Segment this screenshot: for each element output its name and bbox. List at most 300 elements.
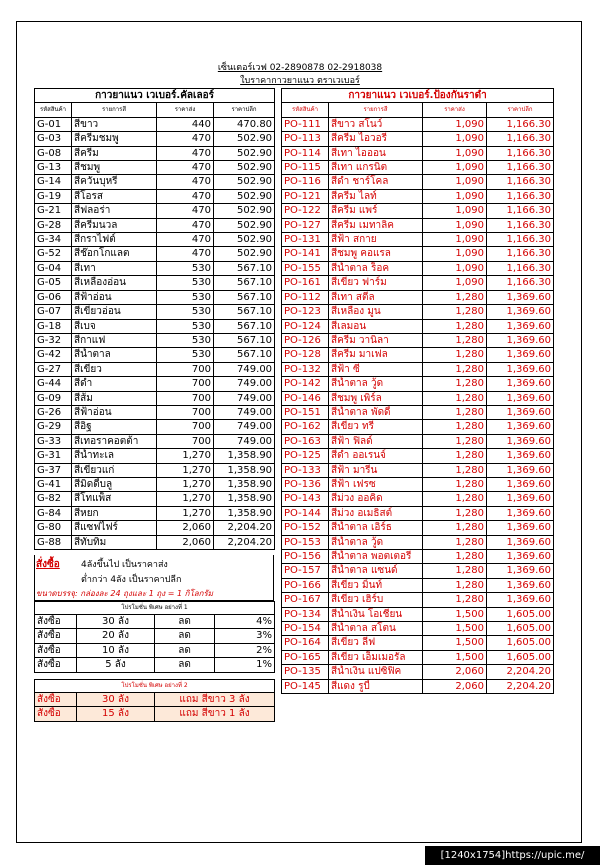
retail-price: 1,369.60	[487, 391, 554, 405]
color-name: สีเขียว เฮิร์บ	[329, 593, 423, 607]
product-code: G-32	[35, 333, 72, 347]
table-row	[35, 189, 275, 203]
retail-price: 1,166.30	[487, 204, 554, 218]
table-row	[282, 161, 554, 175]
product-code: G-07	[35, 305, 72, 319]
product-code: PO-146	[282, 391, 329, 405]
retail-price: 1,369.60	[487, 362, 554, 376]
promo-order-label: สั่งซื้อ	[35, 629, 77, 643]
product-code: G-01	[35, 117, 72, 131]
wholesale-price: 1,270	[157, 449, 214, 463]
wholesale-price: 1,270	[157, 477, 214, 491]
table-row	[282, 117, 554, 131]
wholesale-price: 1,090	[423, 189, 487, 203]
promo-quantity: 30 ลัง	[77, 615, 155, 629]
wholesale-price: 1,090	[423, 161, 487, 175]
right-price-table	[281, 88, 554, 694]
promo-quantity: 20 ลัง	[77, 629, 155, 643]
product-code: PO-125	[282, 449, 329, 463]
wholesale-price: 470	[157, 233, 214, 247]
table-row	[35, 290, 275, 304]
color-name: สีฟ้า เฟรซ	[329, 477, 423, 491]
order-rule-wholesale: 4ลังขึ้นไป เป็นราคาส่ง	[81, 560, 168, 570]
wholesale-price: 1,280	[423, 492, 487, 506]
color-name: สีน้ำตาล แซนด์	[329, 564, 423, 578]
right-table-column-header: ราคาส่ง	[423, 103, 487, 117]
table-row	[282, 578, 554, 592]
wholesale-price: 1,270	[157, 492, 214, 506]
product-code: PO-152	[282, 521, 329, 535]
left-table-title: กาวยาแนว เวเบอร์.คัลเลอร์	[35, 89, 275, 103]
product-code: PO-128	[282, 348, 329, 362]
table-row	[282, 463, 554, 477]
retail-price: 1,369.60	[487, 305, 554, 319]
color-name: สีเหลืองอ่อน	[72, 276, 157, 290]
color-name: สีเทา สตีล	[329, 290, 423, 304]
product-code: G-19	[35, 189, 72, 203]
table-row	[282, 261, 554, 275]
product-code: PO-135	[282, 665, 329, 679]
wholesale-price: 1,280	[423, 405, 487, 419]
color-name: สีครีมนวล	[72, 218, 157, 232]
product-code: G-05	[35, 276, 72, 290]
wholesale-price: 1,280	[423, 535, 487, 549]
wholesale-price: 470	[157, 189, 214, 203]
retail-price: 470.80	[214, 117, 275, 131]
product-code: PO-165	[282, 650, 329, 664]
product-code: G-29	[35, 420, 72, 434]
wholesale-price: 1,090	[423, 175, 487, 189]
wholesale-price: 1,280	[423, 434, 487, 448]
table-row	[282, 305, 554, 319]
retail-price: 567.10	[214, 319, 275, 333]
table-row	[35, 348, 275, 362]
promo-discount-value: 2%	[215, 643, 275, 657]
color-name: สีน้ำทะเล	[72, 449, 157, 463]
retail-price: 1,358.90	[214, 463, 275, 477]
product-code: G-33	[35, 434, 72, 448]
wholesale-price: 1,280	[423, 377, 487, 391]
product-code: PO-134	[282, 607, 329, 621]
promo-quantity: 30 ลัง	[77, 693, 155, 707]
color-name: สีฟ้า ซี	[329, 362, 423, 376]
table-row	[282, 377, 554, 391]
product-code: PO-162	[282, 420, 329, 434]
table-row	[35, 276, 275, 290]
table-row	[35, 175, 275, 189]
color-name: สีช๊อกโกแลต	[72, 247, 157, 261]
retail-price: 1,605.00	[487, 636, 554, 650]
right-table-header-row	[282, 103, 554, 117]
left-table-column-header: รหัสสินค้า	[35, 103, 72, 117]
retail-price: 1,369.60	[487, 420, 554, 434]
left-table-column-header: รายการสี	[72, 103, 157, 117]
product-code: PO-154	[282, 622, 329, 636]
wholesale-price: 1,280	[423, 319, 487, 333]
retail-price: 1,369.60	[487, 377, 554, 391]
color-name: สีชมพู คอแรล	[329, 247, 423, 261]
table-row	[282, 175, 554, 189]
color-name: สีขาว สโนว์	[329, 117, 423, 131]
table-row	[282, 319, 554, 333]
wholesale-price: 700	[157, 420, 214, 434]
retail-price: 502.90	[214, 233, 275, 247]
wholesale-price: 1,280	[423, 506, 487, 520]
product-code: G-06	[35, 290, 72, 304]
color-name: สีดำ ชาร์โคล	[329, 175, 423, 189]
product-code: G-28	[35, 218, 72, 232]
wholesale-price: 700	[157, 405, 214, 419]
table-row	[282, 146, 554, 160]
order-rule-retail: ต่ำกว่า 4ลัง เป็นราคาปลีก	[81, 575, 182, 585]
table-row	[35, 377, 275, 391]
color-name: สีเขียว ฟาร์ม	[329, 276, 423, 290]
promo-quantity: 10 ลัง	[77, 643, 155, 657]
promo-table-2	[34, 679, 275, 722]
retail-price: 1,369.60	[487, 492, 554, 506]
wholesale-price: 1,500	[423, 650, 487, 664]
table-row	[35, 161, 275, 175]
color-name: สีเลมอน	[329, 319, 423, 333]
color-name: สีฟลอร่า	[72, 204, 157, 218]
color-name: สีดำ ออเรนจ์	[329, 449, 423, 463]
promo-discount-value: 4%	[215, 615, 275, 629]
color-name: สีกราไฟต์	[72, 233, 157, 247]
product-code: PO-115	[282, 161, 329, 175]
wholesale-price: 530	[157, 319, 214, 333]
promo-discount-label: ลด	[155, 629, 215, 643]
product-code: G-44	[35, 377, 72, 391]
wholesale-price: 1,280	[423, 449, 487, 463]
retail-price: 1,166.30	[487, 132, 554, 146]
retail-price: 1,166.30	[487, 161, 554, 175]
product-code: G-41	[35, 477, 72, 491]
color-name: สีม่วง อเมธิสต์	[329, 506, 423, 520]
retail-price: 1,369.60	[487, 348, 554, 362]
color-name: สีเขียว มิ้นท์	[329, 578, 423, 592]
retail-price: 1,369.60	[487, 449, 554, 463]
table-row	[35, 204, 275, 218]
product-code: PO-156	[282, 550, 329, 564]
promo1-title: โปรโมชั่น พิเศษ อย่างที่ 1	[35, 602, 275, 615]
promo2-title-row	[35, 680, 275, 693]
promo-order-label: สั่งซื้อ	[35, 615, 77, 629]
retail-price: 567.10	[214, 348, 275, 362]
retail-price: 2,204.20	[214, 521, 275, 535]
color-name: สีครีม เมทาลิค	[329, 218, 423, 232]
color-name: สีครีม มาเฟล	[329, 348, 423, 362]
retail-price: 567.10	[214, 276, 275, 290]
table-row	[35, 117, 275, 131]
wholesale-price: 1,280	[423, 348, 487, 362]
wholesale-price: 700	[157, 377, 214, 391]
table-row	[35, 405, 275, 419]
retail-price: 1,369.60	[487, 535, 554, 549]
table-row	[35, 615, 275, 629]
table-row	[282, 420, 554, 434]
color-name: สีครีม วานิลา	[329, 333, 423, 347]
retail-price: 502.90	[214, 189, 275, 203]
color-name: สีเขียวแก่	[72, 463, 157, 477]
wholesale-price: 1,090	[423, 117, 487, 131]
product-code: PO-122	[282, 204, 329, 218]
wholesale-price: 1,280	[423, 564, 487, 578]
product-code: PO-132	[282, 362, 329, 376]
product-code: PO-121	[282, 189, 329, 203]
product-code: PO-113	[282, 132, 329, 146]
wholesale-price: 530	[157, 261, 214, 275]
order-label: สั่งซื้อ	[36, 559, 60, 570]
table-row	[282, 218, 554, 232]
retail-price: 1,369.60	[487, 477, 554, 491]
table-row	[35, 506, 275, 520]
wholesale-price: 1,280	[423, 521, 487, 535]
table-row	[35, 449, 275, 463]
product-code: PO-163	[282, 434, 329, 448]
retail-price: 1,166.30	[487, 261, 554, 275]
table-row	[282, 434, 554, 448]
left-price-table	[34, 88, 275, 550]
retail-price: 1,166.30	[487, 175, 554, 189]
color-name: สีเทา แกรนิต	[329, 161, 423, 175]
table-row	[282, 362, 554, 376]
table-row	[282, 233, 554, 247]
promo2-title: โปรโมชั่น พิเศษ อย่างที่ 2	[35, 680, 275, 693]
wholesale-price: 1,280	[423, 463, 487, 477]
wholesale-price: 1,090	[423, 146, 487, 160]
color-name: สีฟ้าอ่อน	[72, 405, 157, 419]
color-name: สีน้ำตาล สโตน	[329, 622, 423, 636]
product-code: PO-126	[282, 333, 329, 347]
product-code: PO-167	[282, 593, 329, 607]
table-row	[35, 434, 275, 448]
promo-discount-value: 3%	[215, 629, 275, 643]
color-name: สีครีม ไอวอรี่	[329, 132, 423, 146]
retail-price: 502.90	[214, 161, 275, 175]
wholesale-price: 2,060	[423, 679, 487, 693]
table-row	[282, 290, 554, 304]
wholesale-price: 470	[157, 218, 214, 232]
table-row	[35, 362, 275, 376]
retail-price: 2,204.20	[487, 679, 554, 693]
promo1-title-row	[35, 602, 275, 615]
table-row	[282, 132, 554, 146]
color-name: สีครีม	[72, 146, 157, 160]
left-table-column-header: ราคาปลีก	[214, 103, 275, 117]
retail-price: 1,369.60	[487, 550, 554, 564]
table-row	[282, 622, 554, 636]
retail-price: 1,369.60	[487, 564, 554, 578]
product-code: PO-142	[282, 377, 329, 391]
retail-price: 1,605.00	[487, 650, 554, 664]
wholesale-price: 530	[157, 348, 214, 362]
table-row	[282, 348, 554, 362]
retail-price: 1,605.00	[487, 622, 554, 636]
wholesale-price: 1,280	[423, 420, 487, 434]
table-row	[282, 189, 554, 203]
product-code: PO-133	[282, 463, 329, 477]
table-row	[35, 420, 275, 434]
product-code: G-34	[35, 233, 72, 247]
retail-price: 749.00	[214, 391, 275, 405]
product-code: PO-124	[282, 319, 329, 333]
color-name: สีควันบุหรี่	[72, 175, 157, 189]
table-row	[35, 643, 275, 657]
promo-free-gift: แถม สีขาว 3 ลัง	[155, 693, 275, 707]
retail-price: 1,166.30	[487, 189, 554, 203]
table-row	[35, 391, 275, 405]
color-name: สีอิฐ	[72, 420, 157, 434]
retail-price: 502.90	[214, 175, 275, 189]
table-row	[35, 218, 275, 232]
retail-price: 749.00	[214, 377, 275, 391]
color-name: สีเขียวอ่อน	[72, 305, 157, 319]
table-row	[282, 535, 554, 549]
left-table-header-row	[35, 103, 275, 117]
product-code: PO-143	[282, 492, 329, 506]
color-name: สีครีม ไลท์	[329, 189, 423, 203]
wholesale-price: 1,500	[423, 607, 487, 621]
retail-price: 1,358.90	[214, 506, 275, 520]
table-row	[282, 564, 554, 578]
color-name: สีชมพู	[72, 161, 157, 175]
table-row	[282, 550, 554, 564]
table-row	[35, 477, 275, 491]
color-name: สีฟ้า มารีน	[329, 463, 423, 477]
wholesale-price: 1,280	[423, 305, 487, 319]
product-code: G-27	[35, 362, 72, 376]
product-code: G-84	[35, 506, 72, 520]
color-name: สีแดง รูบี้	[329, 679, 423, 693]
wholesale-price: 1,280	[423, 477, 487, 491]
wholesale-price: 1,090	[423, 261, 487, 275]
product-code: PO-155	[282, 261, 329, 275]
table-row	[282, 521, 554, 535]
product-code: G-88	[35, 535, 72, 549]
wholesale-price: 1,090	[423, 204, 487, 218]
product-code: G-42	[35, 348, 72, 362]
product-code: PO-166	[282, 578, 329, 592]
table-row	[35, 707, 275, 721]
wholesale-price: 470	[157, 146, 214, 160]
table-row	[35, 233, 275, 247]
promo-quantity: 15 ลัง	[77, 707, 155, 721]
table-row	[35, 333, 275, 347]
color-name: สีน้ำตาล เอิร์ธ	[329, 521, 423, 535]
promo-order-label: สั่งซื้อ	[35, 658, 77, 672]
product-code: G-80	[35, 521, 72, 535]
table-row	[35, 535, 275, 549]
product-code: PO-123	[282, 305, 329, 319]
wholesale-price: 530	[157, 276, 214, 290]
right-table-column-header: รหัสสินค้า	[282, 103, 329, 117]
wholesale-price: 470	[157, 175, 214, 189]
table-row	[35, 693, 275, 707]
product-code: PO-131	[282, 233, 329, 247]
table-row	[35, 629, 275, 643]
product-code: PO-145	[282, 679, 329, 693]
table-row	[35, 132, 275, 146]
promo-discount-label: ลด	[155, 643, 215, 657]
right-table-title-row	[282, 89, 554, 103]
retail-price: 1,166.30	[487, 117, 554, 131]
wholesale-price: 470	[157, 204, 214, 218]
product-code: G-03	[35, 132, 72, 146]
table-row	[35, 492, 275, 506]
wholesale-price: 2,060	[157, 521, 214, 535]
product-code: PO-164	[282, 636, 329, 650]
retail-price: 1,166.30	[487, 247, 554, 261]
color-name: สีน้ำตาล วู้ด	[329, 535, 423, 549]
wholesale-price: 530	[157, 290, 214, 304]
color-name: สีน้ำเงิน โอเชี่ยน	[329, 607, 423, 621]
color-name: สีหยก	[72, 506, 157, 520]
color-name: สีโอรส	[72, 189, 157, 203]
color-name: สีน้ำตาล	[72, 348, 157, 362]
promo-discount-value: 1%	[215, 658, 275, 672]
color-name: สีโทแพ็ส	[72, 492, 157, 506]
product-code: G-08	[35, 146, 72, 160]
color-name: สีน้ำตาล พัดดี้	[329, 405, 423, 419]
promo-discount-label: ลด	[155, 658, 215, 672]
retail-price: 1,369.60	[487, 333, 554, 347]
table-row	[282, 607, 554, 621]
color-name: สีแซฟไฟร์	[72, 521, 157, 535]
retail-price: 749.00	[214, 434, 275, 448]
color-name: สีเขียว ลีฟ	[329, 636, 423, 650]
product-code: G-09	[35, 391, 72, 405]
color-name: สีน้ำตาล พอตเตอรี่	[329, 550, 423, 564]
retail-price: 749.00	[214, 420, 275, 434]
retail-price: 1,369.60	[487, 405, 554, 419]
retail-price: 1,605.00	[487, 607, 554, 621]
retail-price: 1,358.90	[214, 449, 275, 463]
color-name: สีชมพู เพิร์ล	[329, 391, 423, 405]
table-row	[35, 463, 275, 477]
retail-price: 1,369.60	[487, 578, 554, 592]
retail-price: 1,166.30	[487, 218, 554, 232]
product-code: PO-112	[282, 290, 329, 304]
color-name: สีมิดดี้บลู	[72, 477, 157, 491]
price-list-title: ใบราคากาวยาแนว ตราเวเบอร์	[240, 76, 360, 86]
product-code: G-18	[35, 319, 72, 333]
wholesale-price: 1,090	[423, 218, 487, 232]
color-name: สีฟ้า สกาย	[329, 233, 423, 247]
color-name: สีฟ้าอ่อน	[72, 290, 157, 304]
left-table-column-header: ราคาส่ง	[157, 103, 214, 117]
right-table-column-header: รายการสี	[329, 103, 423, 117]
product-code: PO-153	[282, 535, 329, 549]
table-row	[35, 658, 275, 672]
product-code: G-14	[35, 175, 72, 189]
table-row	[282, 492, 554, 506]
product-code: G-31	[35, 449, 72, 463]
color-name: สีกาแฟ	[72, 333, 157, 347]
wholesale-price: 2,060	[423, 665, 487, 679]
wholesale-price: 1,090	[423, 233, 487, 247]
table-row	[282, 276, 554, 290]
promo-table-1	[34, 601, 275, 673]
wholesale-price: 470	[157, 132, 214, 146]
table-row	[282, 247, 554, 261]
retail-price: 1,369.60	[487, 290, 554, 304]
retail-price: 1,369.60	[487, 521, 554, 535]
retail-price: 1,166.30	[487, 233, 554, 247]
wholesale-price: 1,270	[157, 463, 214, 477]
table-row	[282, 665, 554, 679]
wholesale-price: 1,280	[423, 362, 487, 376]
product-code: PO-116	[282, 175, 329, 189]
